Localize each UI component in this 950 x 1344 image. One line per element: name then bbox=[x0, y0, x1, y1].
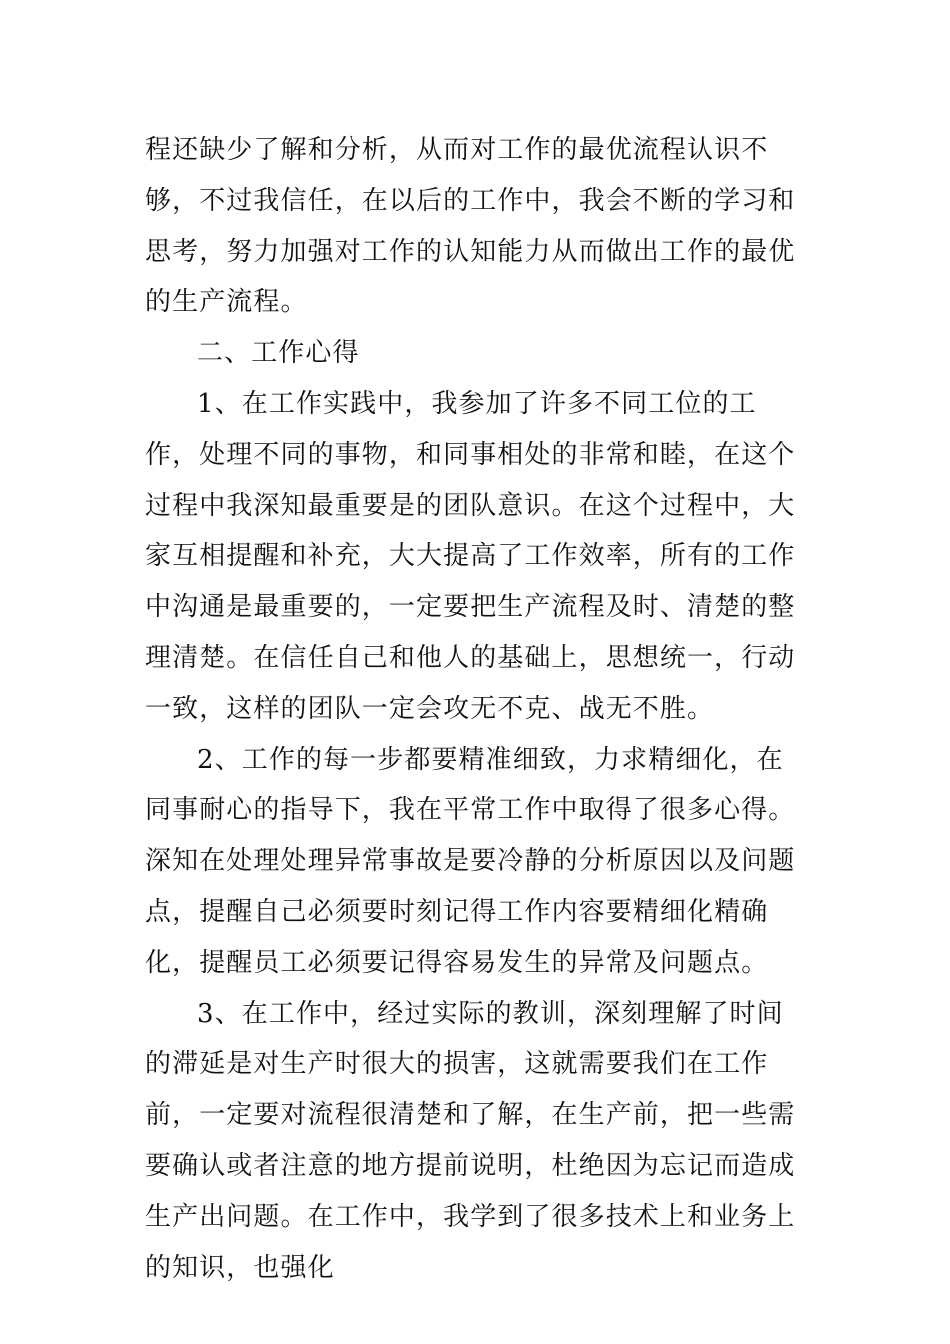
paragraph-3-time: 3、在工作中，经过实际的教训，深刻理解了时间的滞延是对生产时很大的损害，这就需要我们在工作前，一定要对流程很清楚和了解，在生产前，把一些需要确认或者注意的地方提前说明，杜绝因为忘记而造成生产出问题。在工作中，我学到了很多技术上和业务上的知识，也强化 bbox=[145, 998, 796, 1283]
section-heading: 二、工作心得 bbox=[197, 338, 360, 369]
document-body bbox=[145, 125, 810, 1293]
paragraph-2-precision: 2、工作的每一步都要精准细致，力求精细化，在同事耐心的指导下，我在平常工作中取得了很多心得。深知在处理处理异常事故是要冷静的分析原因以及问题点，提醒自己必须要时刻记得工作内容要精细化精确化，提醒员工必须要记得容易发生的异常及问题点。 bbox=[145, 744, 796, 978]
paragraph-continued: 程还缺少了解和分析，从而对工作的最优流程认识不够，不过我信任，在以后的工作中，我会不断的学习和思考，努力加强对工作的认知能力从而做出工作的最优的生产流程。 bbox=[145, 135, 796, 318]
paragraph-1-teamwork: 1、在工作实践中，我参加了许多不同工位的工作，处理不同的事物，和同事相处的非常和睦，在这个过程中我深知最重要是的团队意识。在这个过程中，大家互相提醒和补充，大大提高了工作效率，所有的工作中沟通是最重要的，一定要把生产流程及时、清楚的整理清楚。在信任自己和他人的基础上，思想统一，行动一致，这样的团队一定会攻无不克、战无不胜。 bbox=[145, 388, 796, 724]
